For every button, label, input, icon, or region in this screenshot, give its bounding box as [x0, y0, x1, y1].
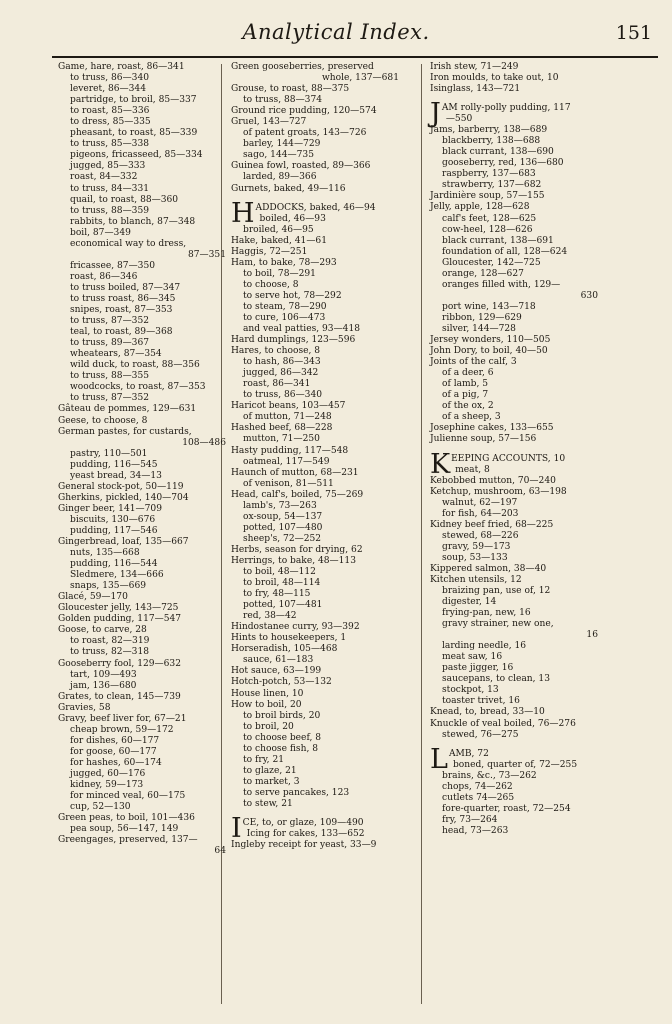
- index-subentry: to truss, 84—331: [70, 183, 150, 194]
- index-column-1: [58, 62, 230, 857]
- drop-cap-letter: L: [430, 743, 448, 775]
- index-subentry: cutlets 74—265: [442, 792, 515, 803]
- index-subentry: pudding, 116—545: [70, 459, 158, 470]
- index-subentry: pudding, 117—546: [70, 525, 158, 536]
- index-subentry: yeast bread, 34—13: [70, 470, 162, 481]
- index-entry: Kitchen utensils, 12: [430, 574, 522, 585]
- index-subentry: snipes, roast, 87—353: [70, 305, 173, 316]
- index-subentry: roast, 86—346: [70, 271, 138, 282]
- index-subentry: larding needle, 16: [442, 641, 527, 652]
- index-entry-continuation: 64: [214, 846, 226, 857]
- index-subentry: raspberry, 137—683: [442, 169, 536, 180]
- index-subentry: potted, 107—480: [243, 522, 323, 533]
- index-entry: AMB, 72: [448, 748, 489, 759]
- index-entry: Golden pudding, 117—547: [58, 614, 182, 625]
- index-subentry: blackberry, 138—688: [442, 136, 541, 147]
- index-entry: Goose, to carve, 28: [58, 625, 147, 636]
- index-entry: Horseradish, 105—468: [231, 644, 338, 655]
- index-subentry: jam, 136—680: [70, 680, 137, 691]
- index-subentry: pigeons, fricasseed, 85—334: [70, 150, 203, 161]
- index-subentry: of patent groats, 143—726: [243, 128, 367, 139]
- index-entry: Knead, to, bread, 33—10: [430, 707, 545, 718]
- index-subentry: gravy strainer, new one,: [442, 619, 554, 630]
- drop-cap-letter: H: [231, 197, 255, 229]
- index-entry: Hindostanee curry, 93—392: [231, 622, 360, 633]
- index-entry: Gingerbread, loaf, 135—667: [58, 537, 189, 548]
- index-subentry: stewed, 68—226: [442, 530, 519, 541]
- page-header: [0, 0, 672, 60]
- index-entry: Gooseberry fool, 129—632: [58, 658, 182, 669]
- index-entry: Jersey wonders, 110—505: [430, 335, 551, 346]
- index-subentry: cow-heel, 128—626: [442, 224, 533, 235]
- index-subentry: sago, 144—735: [243, 150, 314, 161]
- index-subentry: calf's feet, 128—625: [442, 213, 537, 224]
- index-subentry: to truss, 87—352: [70, 393, 150, 404]
- index-column-3: [430, 62, 602, 837]
- index-subentry: gooseberry, red, 136—680: [442, 158, 564, 169]
- section-start: [430, 743, 602, 775]
- index-entry: Geese, to choose, 8: [58, 415, 148, 426]
- index-subentry: to truss, 88—355: [70, 371, 150, 382]
- index-subentry: sheep's, 72—252: [243, 533, 322, 544]
- index-subentry: for minced veal, 60—175: [70, 791, 186, 802]
- index-entry: Josephine cakes, 133—655: [430, 423, 554, 434]
- index-entry: Kippered salmon, 38—40: [430, 563, 547, 574]
- index-subentry: potted, 107—481: [243, 600, 323, 611]
- index-subentry: paste jigger, 16: [442, 663, 514, 674]
- index-subentry: meat, 8: [455, 464, 490, 475]
- index-subentry: silver, 144—728: [442, 323, 516, 334]
- index-subentry: walnut, 62—197: [442, 497, 518, 508]
- index-subentry: teal, to roast, 89—368: [70, 327, 173, 338]
- drop-cap-letter: K: [430, 448, 451, 480]
- index-subentry: foundation of all, 128—624: [442, 246, 568, 257]
- index-entry: AM rolly-polly pudding, 117: [441, 103, 571, 114]
- section-start: [430, 98, 602, 130]
- index-subentry: for hashes, 60—174: [70, 757, 162, 768]
- index-subentry: chops, 74—262: [442, 781, 513, 792]
- index-entry: Glacé, 59—170: [58, 592, 128, 603]
- index-entry: Iron moulds, to take out, 10: [430, 73, 559, 84]
- index-subentry: —550: [445, 114, 473, 125]
- index-entry: House linen, 10: [231, 688, 304, 699]
- index-subentry: barley, 144—729: [243, 139, 321, 150]
- index-subentry: to truss, 86—340: [70, 73, 150, 84]
- index-subentry: oranges filled with, 129—: [442, 279, 561, 290]
- index-subentry: to market, 3: [243, 776, 300, 787]
- index-subentry: to boil, 48—112: [243, 567, 316, 578]
- index-subentry: to roast, 85—336: [70, 106, 150, 117]
- index-entry: Gravies, 58: [58, 702, 111, 713]
- index-subentry: to truss roast, 86—345: [70, 293, 176, 304]
- index-subentry: roast, 84—332: [70, 172, 138, 183]
- index-subentry: to truss, 87—352: [70, 316, 150, 327]
- section-start: [430, 448, 602, 480]
- index-subentry: for goose, 60—177: [70, 746, 157, 757]
- index-subentry: fore-quarter, roast, 72—254: [442, 803, 571, 814]
- index-entry: Hints to housekeepers, 1: [231, 633, 347, 644]
- index-subentry: jugged, 85—333: [70, 161, 146, 172]
- index-subentry: for dishes, 60—177: [70, 735, 160, 746]
- index-subentry: ribbon, 129—629: [442, 312, 522, 323]
- index-entry: Hasty pudding, 117—548: [231, 445, 349, 456]
- index-subentry: to truss, 82—318: [70, 647, 150, 658]
- index-subentry: jugged, 60—176: [70, 769, 146, 779]
- index-subentry: meat saw, 16: [442, 652, 503, 663]
- index-subentry: Sledmere, 134—666: [70, 570, 164, 581]
- index-entry: Ham, to bake, 78—293: [231, 257, 337, 268]
- index-subentry: ox-soup, 54—137: [243, 511, 323, 522]
- index-subentry: to truss, 89—367: [70, 338, 150, 349]
- index-subentry: of a pig, 7: [442, 390, 489, 401]
- index-subentry: broiled, 46—95: [243, 224, 314, 235]
- index-subentry: to dress, 85—335: [70, 117, 151, 128]
- index-entry-continuation: 630: [580, 290, 598, 301]
- index-entry: Knuckle of veal boiled, 76—276: [430, 718, 576, 729]
- index-entry: Green peas, to boil, 101—436: [58, 813, 195, 824]
- index-subentry: fry, 73—264: [442, 814, 498, 825]
- index-subentry: black currant, 138—691: [442, 235, 554, 246]
- index-subentry: black currant, 138—690: [442, 147, 554, 158]
- index-subentry: to broil, 48—114: [243, 578, 321, 589]
- index-entry: Hashed beef, 68—228: [231, 423, 333, 434]
- index-subentry: pastry, 110—501: [70, 448, 148, 459]
- index-entry: Ketchup, mushroom, 63—198: [430, 486, 567, 497]
- index-subentry: of mutton, 71—248: [243, 412, 332, 423]
- index-subentry: of venison, 81—511: [243, 478, 334, 489]
- index-subentry: of the ox, 2: [442, 401, 494, 412]
- index-subentry: frying-pan, new, 16: [442, 608, 531, 619]
- index-entry: Jams, barberry, 138—689: [430, 125, 548, 136]
- index-entry: Kidney beef fried, 68—225: [430, 519, 554, 530]
- index-entry: Irish stew, 71—249: [430, 62, 519, 72]
- index-subentry: red, 38—42: [243, 611, 297, 622]
- index-subentry: oatmeal, 117—549: [243, 456, 330, 467]
- index-entry: Gherkins, pickled, 140—704: [58, 492, 189, 503]
- index-subentry: braizing pan, use of, 12: [442, 585, 551, 596]
- index-entry: Haunch of mutton, 68—231: [231, 467, 359, 478]
- index-subentry: cheap brown, 59—172: [70, 724, 174, 735]
- section-start: [231, 197, 403, 229]
- index-subentry: boned, quarter of, 72—255: [452, 759, 578, 770]
- index-subentry: brains, &c., 73—262: [442, 770, 537, 781]
- index-subentry: to broil, 20: [243, 721, 294, 732]
- index-column-2: [231, 62, 403, 851]
- index-entry: Hake, baked, 41—61: [231, 235, 327, 246]
- index-entry: How to boil, 20: [231, 699, 302, 710]
- index-subentry: port wine, 143—718: [442, 301, 536, 312]
- index-subentry: biscuits, 130—676: [70, 514, 156, 525]
- index-entry: Isinglass, 143—721: [430, 84, 521, 95]
- page-title: Analytical Index.: [242, 20, 430, 44]
- index-subentry: lamb's, 73—263: [243, 500, 317, 511]
- index-entry: Haricot beans, 103—457: [231, 401, 346, 412]
- index-subentry: to serve hot, 78—292: [243, 290, 342, 301]
- index-entry: Gâteau de pommes, 129—631: [58, 404, 197, 415]
- index-entry: EEPING ACCOUNTS, 10: [451, 453, 566, 464]
- index-subentry: partridge, to broil, 85—337: [70, 95, 197, 106]
- index-subentry: quail, to roast, 88—360: [70, 194, 179, 205]
- index-subentry: tart, 109—493: [70, 669, 137, 680]
- index-subentry: head, 73—263: [442, 825, 509, 836]
- index-subentry: to hash, 86—343: [243, 357, 321, 368]
- index-subentry: cup, 52—130: [70, 802, 131, 813]
- index-subentry: nuts, 135—668: [70, 548, 140, 559]
- index-subentry: toaster trivet, 16: [442, 696, 520, 707]
- index-subentry: to choose, 8: [243, 279, 299, 290]
- index-entry: Julienne soup, 57—156: [430, 434, 537, 445]
- index-subentry: for fish, 64—203: [442, 508, 519, 519]
- index-entry: Ingleby receipt for yeast, 33—9: [231, 840, 377, 851]
- index-entry: Green gooseberries, preserved: [231, 62, 374, 72]
- index-subentry: to truss, 86—340: [243, 390, 323, 401]
- index-subentry: to fry, 48—115: [243, 589, 311, 600]
- index-entry: Herrings, to bake, 48—113: [231, 555, 356, 566]
- index-entry: Ground rice pudding, 120—574: [231, 106, 377, 117]
- index-entry: Greengages, preserved, 137—: [58, 835, 198, 846]
- page-number: 151: [615, 22, 652, 44]
- index-entry: Hot sauce, 63—199: [231, 666, 322, 677]
- index-subentry: of a sheep, 3: [442, 412, 501, 423]
- index-subentry: to choose fish, 8: [243, 743, 319, 754]
- index-entry-continuation: 87—351: [187, 249, 226, 260]
- index-entry: Jardinière soup, 57—155: [430, 191, 545, 202]
- index-subentry: gravy, 59—173: [442, 541, 511, 552]
- index-subentry: to truss, 88—374: [243, 95, 323, 106]
- index-entry: Hares, to choose, 8: [231, 346, 321, 357]
- header-rule: [52, 56, 658, 58]
- index-subentry: orange, 128—627: [442, 268, 524, 279]
- index-subentry: boiled, 46—93: [259, 213, 326, 224]
- index-subentry: to truss boiled, 87—347: [70, 282, 181, 293]
- index-subentry: pea soup, 56—147, 149: [70, 824, 179, 835]
- index-entry: CE, to, or glaze, 109—490: [242, 818, 364, 829]
- index-subentry: mutton, 71—250: [243, 434, 320, 445]
- index-entry: Game, hare, roast, 86—341: [58, 62, 185, 72]
- index-entry: Joints of the calf, 3: [430, 357, 517, 368]
- index-subentry: pudding, 116—544: [70, 559, 158, 570]
- index-subentry: jugged, 86—342: [243, 368, 319, 379]
- index-subentry: to choose beef, 8: [243, 732, 322, 743]
- index-entry-continuation: 108—486: [182, 437, 226, 448]
- index-subentry: boil, 87—349: [70, 227, 131, 238]
- index-subentry: to truss, 85—338: [70, 139, 150, 150]
- index-subentry: to broil birds, 20: [243, 710, 321, 721]
- index-subentry: digester, 14: [442, 597, 497, 608]
- drop-cap-letter: I: [231, 813, 242, 845]
- column-divider: [421, 64, 422, 1004]
- index-subentry: strawberry, 137—682: [442, 180, 542, 191]
- index-entry-continuation: whole, 137—681: [322, 73, 399, 84]
- index-subentry: sauce, 61—183: [243, 655, 314, 666]
- index-subentry: to steam, 78—290: [243, 301, 327, 312]
- index-entry: Hard dumplings, 123—596: [231, 335, 356, 346]
- index-subentry: to fry, 21: [243, 754, 285, 765]
- index-subentry: rabbits, to blanch, 87—348: [70, 216, 196, 227]
- index-subentry: larded, 89—366: [243, 172, 317, 183]
- index-entry: Jelly, apple, 128—628: [430, 202, 530, 213]
- index-entry: Ginger beer, 141—709: [58, 503, 162, 514]
- index-subentry: and veal patties, 93—418: [243, 323, 361, 334]
- index-subentry: economical way to dress,: [70, 238, 187, 249]
- index-entry: Kebobbed mutton, 70—240: [430, 475, 556, 486]
- index-entry: Hotch-potch, 53—132: [231, 677, 332, 688]
- index-subentry: fricassee, 87—350: [70, 260, 156, 271]
- index-entry: Gruel, 143—727: [231, 117, 307, 128]
- index-subentry: to roast, 82—319: [70, 636, 150, 647]
- index-subentry: to truss, 88—359: [70, 205, 150, 216]
- index-entry-continuation: 16: [586, 630, 598, 641]
- index-subentry: to cure, 106—473: [243, 312, 326, 323]
- index-subentry: wild duck, to roast, 88—356: [70, 360, 200, 371]
- index-subentry: Icing for cakes, 133—652: [246, 829, 365, 840]
- index-entry: Gurnets, baked, 49—116: [231, 183, 346, 194]
- index-subentry: to serve pancakes, 123: [243, 787, 350, 798]
- index-subentry: saucepans, to clean, 13: [442, 674, 551, 685]
- index-subentry: to stew, 21: [243, 799, 293, 809]
- section-start: [231, 813, 403, 845]
- index-entry: ADDOCKS, baked, 46—94: [255, 202, 376, 213]
- index-subentry: stockpot, 13: [442, 685, 499, 696]
- index-entry: Herbs, season for drying, 62: [231, 544, 363, 555]
- index-subentry: roast, 86—341: [243, 379, 311, 390]
- index-entry: Head, calf's, boiled, 75—269: [231, 489, 364, 500]
- index-subentry: to glaze, 21: [243, 765, 297, 776]
- index-subentry: kidney, 59—173: [70, 780, 144, 791]
- index-entry: John Dory, to boil, 40—50: [430, 346, 548, 357]
- index-subentry: soup, 53—133: [442, 552, 508, 563]
- index-subentry: pheasant, to roast, 85—339: [70, 128, 198, 139]
- index-entry: Gravy, beef liver for, 67—21: [58, 713, 187, 724]
- index-subentry: of a deer, 6: [442, 368, 494, 379]
- index-subentry: snaps, 135—669: [70, 581, 147, 592]
- index-entry: Gloucester jelly, 143—725: [58, 603, 179, 614]
- index-subentry: woodcocks, to roast, 87—353: [70, 382, 206, 393]
- index-subentry: to boil, 78—291: [243, 268, 316, 279]
- drop-cap-letter: J: [430, 98, 441, 130]
- index-entry: Grates, to clean, 145—739: [58, 691, 181, 702]
- index-subentry: of lamb, 5: [442, 379, 489, 390]
- index-entry: German pastes, for custards,: [58, 426, 192, 437]
- index-subentry: Gloucester, 142—725: [442, 257, 541, 268]
- index-subentry: wheatears, 87—354: [70, 349, 162, 360]
- index-entry: General stock-pot, 50—119: [58, 481, 184, 492]
- index-subentry: stewed, 76—275: [442, 729, 519, 740]
- index-entry: Grouse, to roast, 88—375: [231, 84, 350, 95]
- index-entry: Haggis, 72—251: [231, 246, 308, 257]
- index-subentry: leveret, 86—344: [70, 84, 146, 95]
- index-entry: Guinea fowl, roasted, 89—366: [231, 161, 371, 172]
